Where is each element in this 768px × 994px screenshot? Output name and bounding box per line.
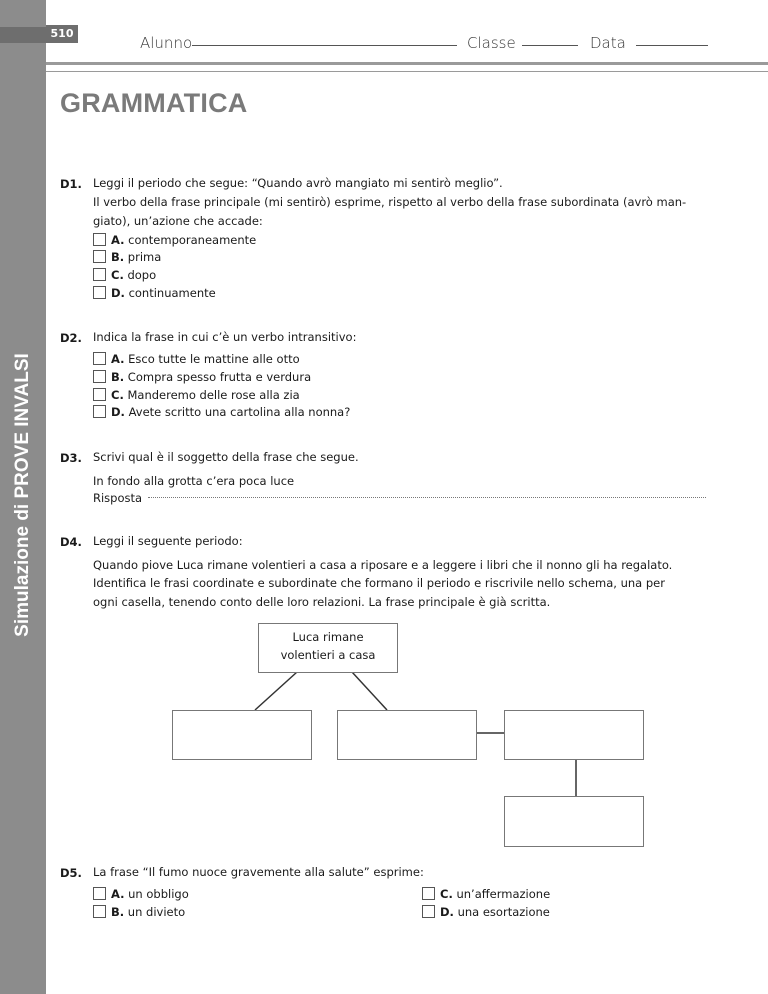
main-clause-line2: volentieri a casa [280,648,376,662]
classe-label: Classe [467,34,516,52]
d2-number: D2. [60,331,82,345]
d4-number: D4. [60,535,82,549]
checkbox[interactable] [93,905,106,918]
d4-sentence: Quando piove Luca rimane volentieri a casa a riposare e a leggere i libri che il nonno gli ha regalato. [93,558,673,572]
d2-option-d[interactable]: D. Avete scritto una cartolina alla nonna? [93,404,350,420]
d1-number: D1. [60,177,82,191]
d4-question: Leggi il seguente periodo: [93,534,243,548]
d1-option-b[interactable]: B. prima [93,249,161,265]
d5-option-c[interactable]: C. un’affermazione [422,886,550,902]
d2-option-c[interactable]: C. Manderemo delle rose alla zia [93,387,300,403]
d1-paragraph-line1: Il verbo della frase principale (mi sentirò) esprime, rispetto al verbo della frase subordinata (avrò man- [93,195,687,209]
d1-option-d[interactable]: D. continuamente [93,285,216,301]
checkbox[interactable] [422,905,435,918]
d2-question: Indica la frase in cui c’è un verbo intransitivo: [93,330,357,344]
d4-instruction-line2: ogni casella, tenendo conto delle loro relazioni. La frase principale è già scritta. [93,595,551,609]
d3-question: Scrivi qual è il soggetto della frase che segue. [93,450,359,464]
answer-box-4[interactable] [504,796,644,847]
d1-option-a[interactable]: A. contemporaneamente [93,232,256,248]
d5-option-a[interactable]: A. un obbligo [93,886,189,902]
d5-number: D5. [60,866,82,880]
d1-option-c[interactable]: C. dopo [93,267,156,283]
main-clause-box [258,623,398,673]
d1-paragraph-line2: giato), un’azione che accade: [93,214,263,228]
answer-box-2[interactable] [337,710,477,760]
d1-question: Leggi il periodo che segue: “Quando avrò mangiato mi sentirò meglio”. [93,176,503,190]
d3-answer-label: Risposta [93,491,143,505]
checkbox[interactable] [422,887,435,900]
d3-sentence: In fondo alla grotta c’era poca luce [93,474,295,488]
d5-question: La frase “Il fumo nuoce gravemente alla salute” esprime: [93,865,424,879]
data-label: Data [590,34,626,52]
alunno-label: Alunno [140,34,193,52]
d3-number: D3. [60,451,82,465]
d2-option-a[interactable]: A. Esco tutte le mattine alle otto [93,351,300,367]
main-clause-line1: Luca rimane [292,630,364,644]
answer-box-1[interactable] [172,710,312,760]
d5-option-d[interactable]: D. una esortazione [422,904,550,920]
section-title: GRAMMATICA [60,88,248,118]
answer-box-3[interactable] [504,710,644,760]
d5-option-b[interactable]: B. un divieto [93,904,185,920]
page-number: 510 [46,25,78,43]
d4-instruction-line1: Identifica le frasi coordinate e subordinate che formano il periodo e riscrivile nello schema, una per [93,576,665,590]
checkbox[interactable] [93,887,106,900]
d2-option-b[interactable]: B. Compra spesso frutta e verdura [93,369,311,385]
side-label: Simulazione di PROVE INVALSI [12,353,33,637]
